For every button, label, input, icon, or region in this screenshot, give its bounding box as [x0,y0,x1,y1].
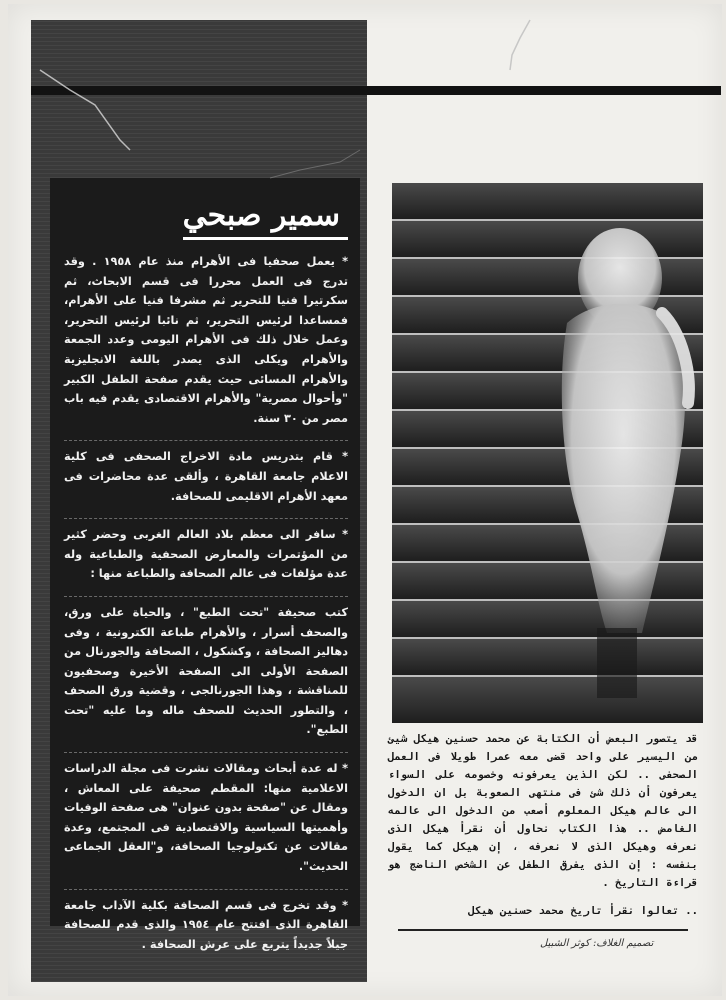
blurb-text: قد يتصور البعض أن الكتابة عن محمد حسنين هيكل شيئ من اليسير على واحد قضى معه عمرا طويلا فى العمل الصحفى .. لكن الذين يعرفونه وخصومه على السواء يعرفون أن ذلك شئ فى منتهى الصعوبة بل ان الدخول الى عالم هيكل المعلوم أصعب من الدخول الى عالمه الغامض .. هذا الكتاب نحاول أن نقرأ هيكل الذى نعرفه وهيكل الذى لا نعرفه ، إن هيكل كما يقول بنفسه : إن الذى يفرق الطفل عن الشخص الناضج هو قراءة التاريخ . [388,733,698,889]
bio-paragraph: كتب صحيفة "تحت الطبع" ، والحياة على ورق، والصحف أسرار ، والأهرام طباعة الكترونية ، وفى دهاليز الصحافة ، وكشكول ، الصحافة والجورنال من الصفحة الأولى الى الصفحة الأخيرة وصحفيون للمناقشة ، وهذا الجورنالجى ، وقضية ورق الصحف ، والتطور الحديث للصحف ماله وما عليه "تحت الطبع". [64,596,348,740]
bio-paragraph: * يعمل صحفيا فى الأهرام منذ عام ١٩٥٨ . وقد تدرج فى العمل محررا فى قسم الابحاث، ثم سكرتيرا فنيا للتحرير ثم مشرفا فنيا على الأهرام، فمساعدا لرئيس التحرير، ثم نائبا لرئيس التحرير، وعمل خلال ذلك فى الأهرام اليومى وعدد الجمعة والأهرام ويكلى الذى يصدر باللغة الانجليزية والأهرام المسائى حيث يقدم صفحة الطفل الكبير "وأحوال مصرية" والأهرام الاقتصادى يقدم فيه باب مصر من ٣٠ سنة. [64,255,348,425]
bio-paragraph: * وقد تخرج فى قسم الصحافة بكلية الآداب جامعة القاهرة الذى افتتح عام ١٩٥٤ والذى قدم للصحافة جيلاً جديداً يتربع على عرش الصحافة . [64,889,348,955]
bio-paragraph: * قام بتدريس مادة الاخراج الصحفى فى كلية الاعلام جامعة القاهرة ، وألقى عدة محاضرات فى معهد الأهرام الاقليمى للصحافة. [64,440,348,506]
bio-paragraph: * له عدة أبحاث ومقالات نشرت فى مجلة الدراسات الاعلامية منها: المقطم صحيفة على المعاش ، ومقال عن "صفحة بدون عنوان" هى صفحة الوفيات وأهميتها السياسية والاقتصادية فى المجتمع، وعدة مقالات عن تكنولوجيا الصحافة، و"العقل الجماعى الحديث". [64,752,348,877]
author-name: سمير صبحي [183,198,348,240]
bio-paragraph: * سافر الى معظم بلاد العالم الغربى وحضر كثير من المؤتمرات والمعارض الصحفية والطباعية وله عدة مؤلفات فى عالم الصحافة والطباعة منها : [64,518,348,584]
cover-designer-credit: تصميم الغلاف: كوثر الشبيل [540,938,654,949]
blurb-closing: .. تعالوا نقرأ تاريخ محمد حسنين هيكل [468,905,698,917]
